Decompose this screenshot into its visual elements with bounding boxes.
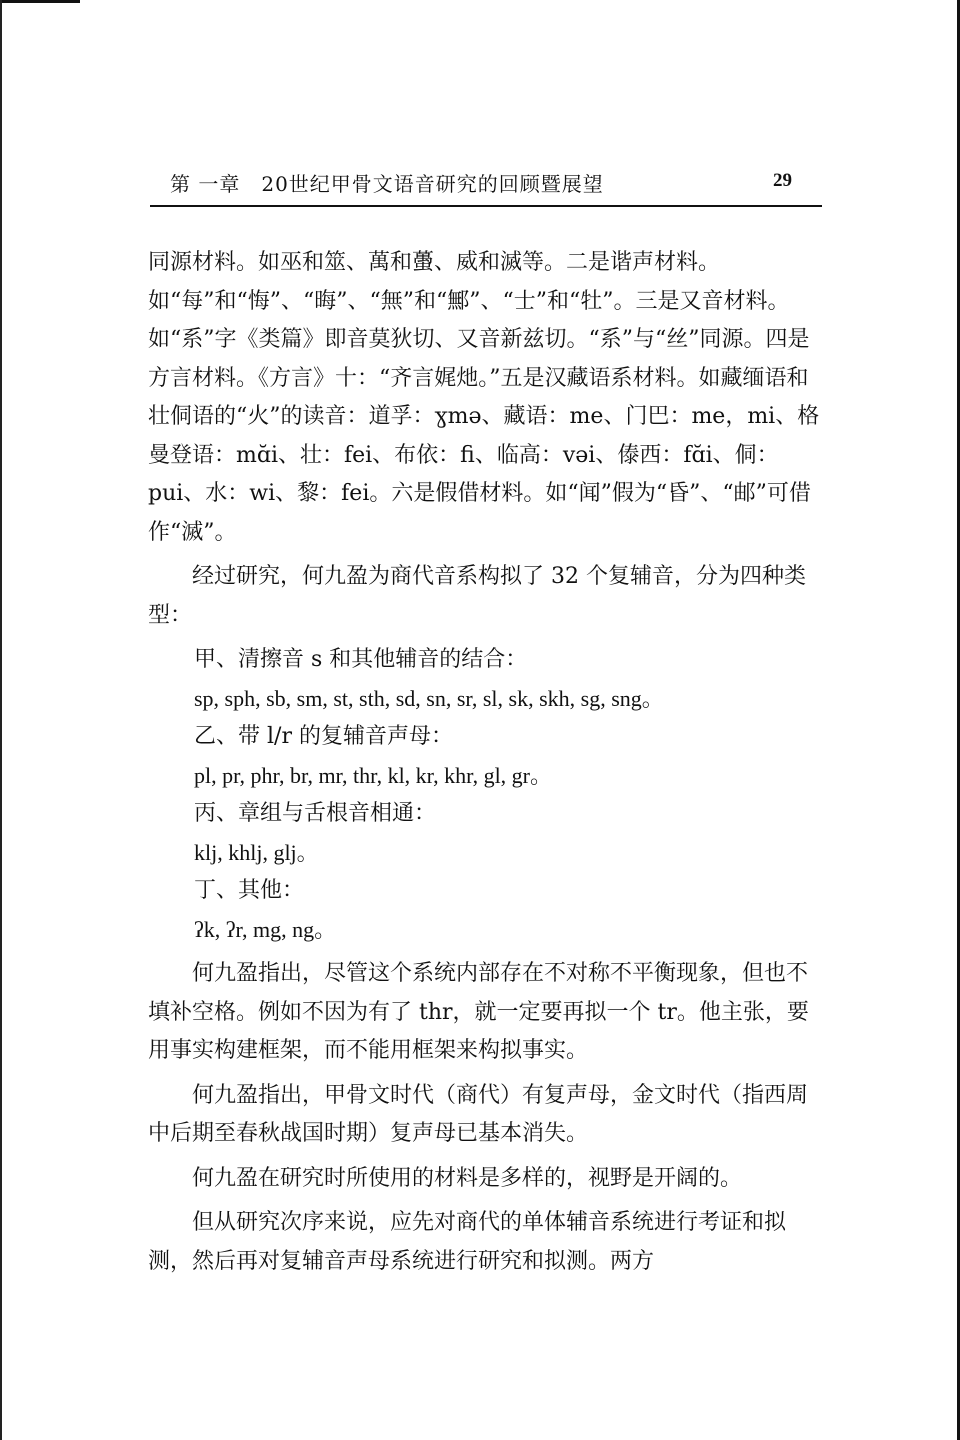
scan-edge-left [0, 0, 2, 1440]
page-number: 29 [773, 170, 792, 191]
paragraph-materials: 何九盈在研究时所使用的材料是多样的，视野是开阔的。 [192, 1165, 743, 1191]
list-item-type-d-values: ʔk, ʔr, mg, ng。 [194, 916, 337, 942]
list-item-type-d: 丁、其他： [194, 878, 305, 903]
paragraph-asymmetry: 何九盈指出，尽管这个系统内部存在不对称不平衡现象，但也不填补空格。例如不因为有了 thr，就一定要再拟一个 tr。他主张，要用事实构建框架，而不能用框架来构拟事实。 [148, 961, 809, 1063]
header-rule [150, 205, 822, 207]
paragraph-continued: 同源材料。如巫和筮、萬和蠆、威和滅等。二是谐声材料。如“每”和“悔”、“晦”、“無”和“鄦”、“士”和“牡”。三是又音材料。如“系”字《类篇》即音莫狄切、又音新兹切。“系”与“丝”同源。四是方言材料。《方言》十：“齐言娓灺。”五是汉藏语系材料。如藏缅语和壮侗语的“火”的读音：道孚：ɣmə、藏语：me、门巴：me，mi、格曼登语：mɑ̆i、壮：fei、布依：fi、临高：vəi、傣西：fɑ̆i、侗：pui、水：wi、黎：fei。六是假借材料。如“闻”假为“昏”、“邮”可借作“滅”。 [148, 250, 820, 545]
list-item-type-b: 乙、带 l/r 的复辅音声母： [194, 724, 453, 749]
paragraph-periods: 何九盈指出，甲骨文时代（商代）有复声母，金文时代（指西周中后期至春秋战国时期）复声母已基本消失。 [148, 1082, 809, 1146]
list-item-type-c: 丙、章组与舌根音相通： [194, 801, 437, 826]
list-item-type-a-values: sp, sph, sb, sm, st, sth, sd, sn, sr, sl, sk, skh, sg, sng。 [194, 685, 664, 711]
chapter-title: 第 一章 20世纪甲骨文语音研究的回顾暨展望 [170, 172, 604, 196]
list-item-type-c-values: klj, khlj, glj。 [194, 839, 319, 865]
list-item-type-b-values: pl, pr, phr, br, mr, thr, kl, kr, khr, gl, gr。 [194, 762, 553, 788]
running-head [150, 168, 820, 198]
scan-edge-top [0, 0, 80, 3]
paragraph-research-order: 但从研究次序来说，应先对商代的单体辅音系统进行考证和拟测，然后再对复辅音声母系统进行研究和拟测。两方 [148, 1210, 787, 1274]
list-item-type-a: 甲、清擦音 s 和其他辅音的结合： [194, 647, 528, 672]
page-body [148, 244, 828, 1281]
paragraph-consonant-clusters: 经过研究，何九盈为商代音系构拟了 32 个复辅音，分为四种类型： [148, 564, 806, 628]
